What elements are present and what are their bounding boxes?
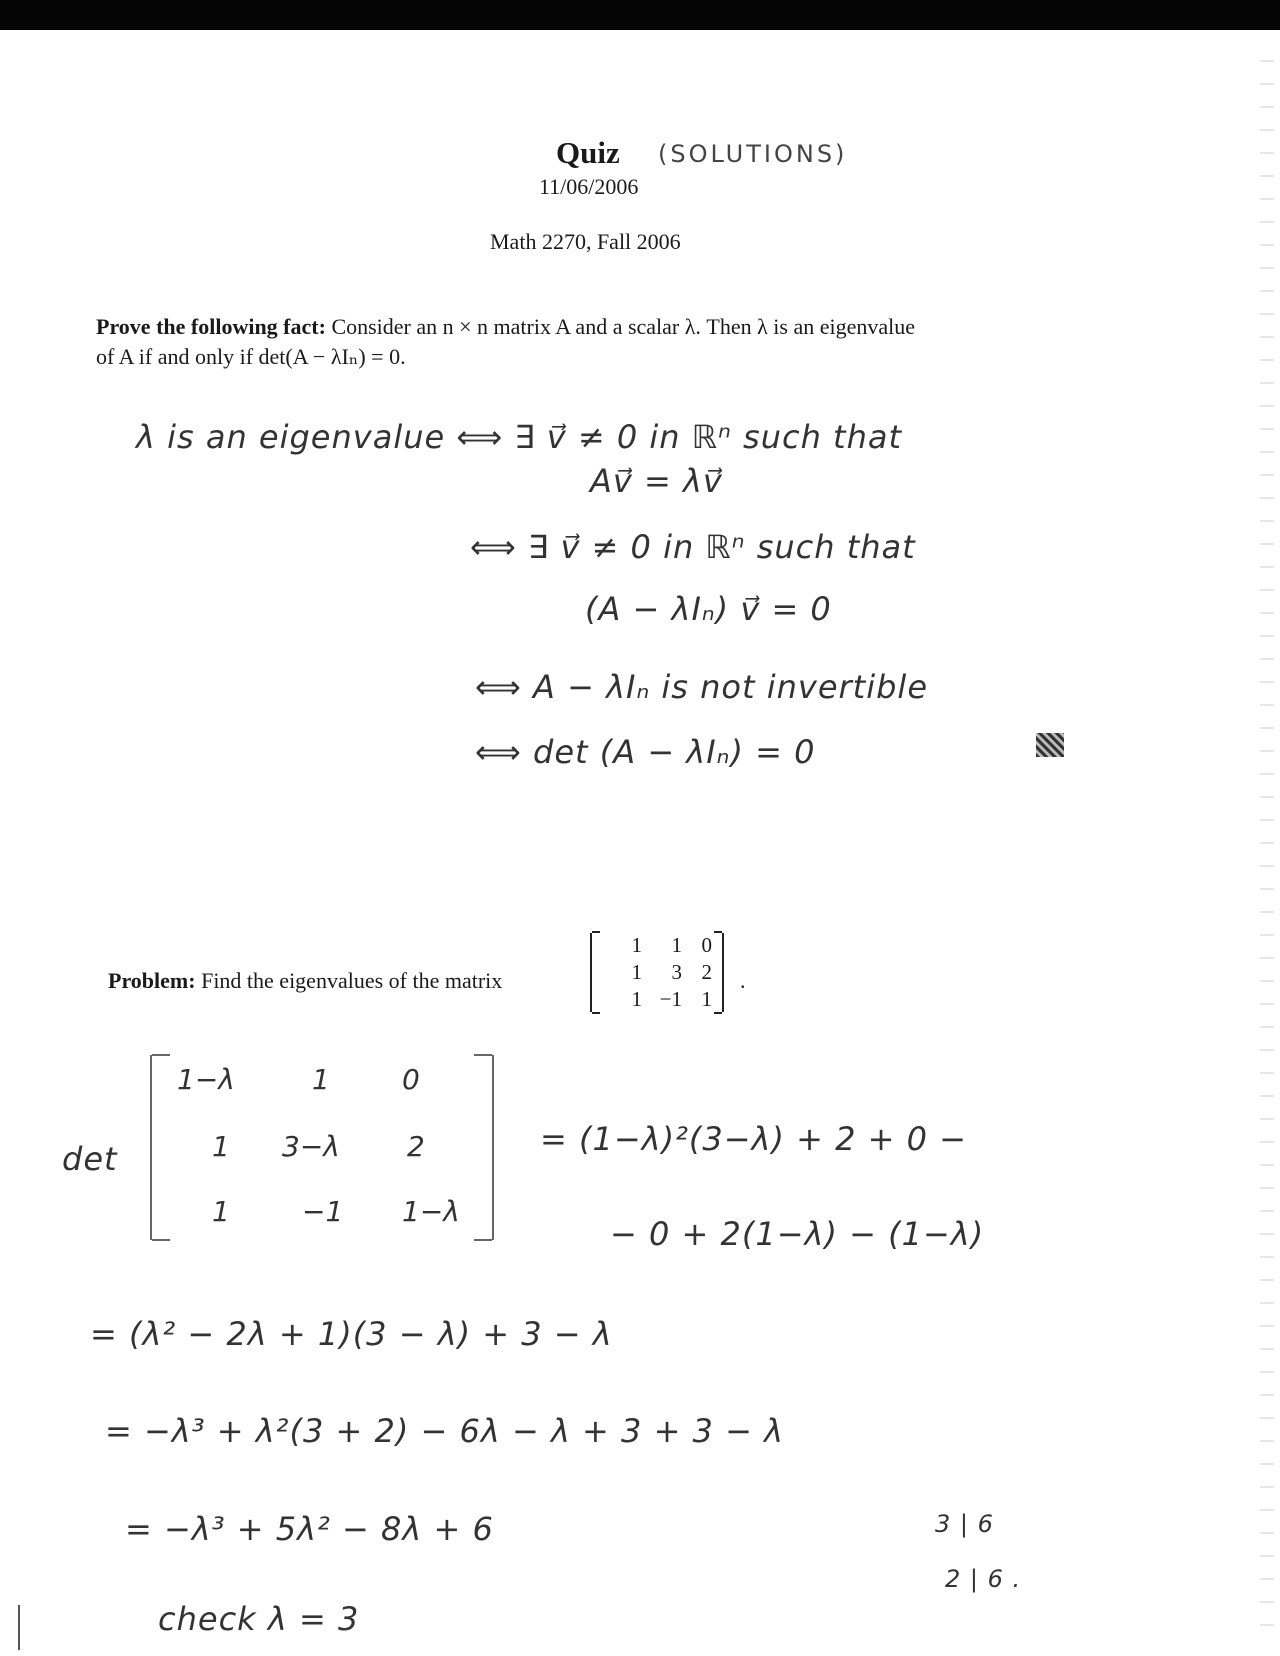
problem-statement bbox=[108, 966, 502, 996]
fact-text-2: of A if and only if det(A − λIₙ) = 0. bbox=[96, 344, 406, 369]
proof-line-5: ⟺ A − λIₙ is not invertible bbox=[475, 668, 928, 706]
scan-edge-noise bbox=[1260, 60, 1274, 1640]
course-name: Math 2270, Fall 2006 bbox=[490, 229, 681, 254]
page-title: Quiz bbox=[556, 135, 620, 170]
simplify-line-1: = (λ² − 2λ + 1)(3 − λ) + 3 − λ bbox=[90, 1315, 613, 1353]
det-cell: 1−λ bbox=[177, 1063, 235, 1096]
det-cell: −1 bbox=[302, 1195, 344, 1228]
qed-mark-icon bbox=[1036, 733, 1064, 757]
fact-label: Prove the following fact: bbox=[96, 314, 326, 339]
det-cell: 2 bbox=[407, 1130, 425, 1163]
scan-margin-mark bbox=[18, 1605, 20, 1650]
problem-label: Problem: bbox=[108, 968, 196, 993]
matrix-cell: 1 bbox=[701, 987, 712, 1011]
det-cell: 3−λ bbox=[282, 1130, 340, 1163]
matrix-cell: 1 bbox=[631, 987, 642, 1011]
proof-line-4: (A − λIₙ) v⃗ = 0 bbox=[585, 590, 832, 628]
proof-line-3: ⟺ ∃ v⃗ ≠ 0 in ℝⁿ such that bbox=[470, 528, 916, 566]
det-cell: 1−λ bbox=[402, 1195, 460, 1228]
scan-top-border bbox=[0, 0, 1280, 30]
matrix-cell: 1 bbox=[671, 933, 682, 957]
divisor-note-2: 2 | 6 . bbox=[945, 1565, 1022, 1593]
matrix-cell: 1 bbox=[631, 933, 642, 957]
det-label: det bbox=[62, 1140, 118, 1178]
problem-text: Find the eigenvalues of the matrix bbox=[201, 968, 503, 993]
matrix-cell: 2 bbox=[701, 960, 712, 984]
quiz-date: 11/06/2006 bbox=[539, 174, 639, 199]
problem-period: . bbox=[740, 968, 746, 993]
title-note: (SOLUTIONS) bbox=[658, 140, 848, 168]
char-polynomial: = −λ³ + 5λ² − 8λ + 6 bbox=[125, 1510, 494, 1548]
expansion-line-1: = (1−λ)²(3−λ) + 2 + 0 − bbox=[540, 1120, 967, 1158]
problem-matrix bbox=[590, 933, 724, 1012]
expansion-line-2: − 0 + 2(1−λ) − (1−λ) bbox=[610, 1215, 985, 1253]
proof-line-2: Av⃗ = λv⃗ bbox=[590, 462, 723, 500]
det-cell: 1 bbox=[212, 1130, 230, 1163]
det-cell: 1 bbox=[312, 1063, 330, 1096]
matrix-cell: −1 bbox=[659, 987, 682, 1011]
matrix-cell: 3 bbox=[671, 960, 682, 984]
check-root: check λ = 3 bbox=[158, 1600, 360, 1638]
matrix-cell: 1 bbox=[631, 960, 642, 984]
fact-line-1 bbox=[96, 312, 915, 342]
matrix-cell: 0 bbox=[701, 933, 712, 957]
divisor-note-1: 3 | 6 bbox=[935, 1510, 994, 1538]
proof-line-1: λ is an eigenvalue ⟺ ∃ v⃗ ≠ 0 in ℝⁿ such that bbox=[136, 418, 903, 456]
det-matrix bbox=[150, 1055, 494, 1240]
fact-text-1: Consider an n × n matrix A and a scalar λ. Then λ is an eigenvalue bbox=[331, 314, 916, 339]
proof-line-6: ⟺ det (A − λIₙ) = 0 bbox=[475, 733, 816, 771]
det-cell: 0 bbox=[402, 1063, 420, 1096]
det-cell: 1 bbox=[212, 1195, 230, 1228]
simplify-line-2: = −λ³ + λ²(3 + 2) − 6λ − λ + 3 + 3 − λ bbox=[105, 1412, 784, 1450]
